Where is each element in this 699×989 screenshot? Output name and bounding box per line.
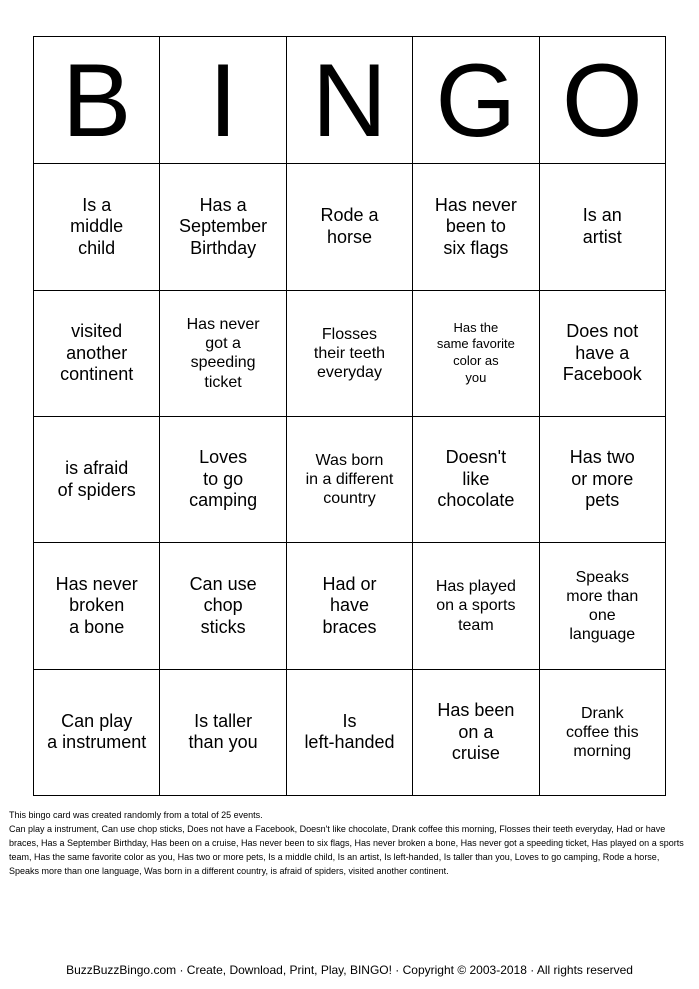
card-row — [34, 543, 666, 669]
header-letter-i: I — [160, 37, 286, 164]
bingo-cell — [160, 416, 286, 542]
bingo-cell — [413, 290, 539, 416]
cell-text: Has been on a cruise — [437, 699, 515, 764]
bingo-cell — [286, 543, 412, 669]
cell-text: Has never been to six flags — [434, 194, 517, 258]
cell-text: Drank coffee this morning — [565, 704, 639, 760]
cell-text: Can play a instrument — [47, 710, 147, 753]
bingo-cell — [413, 543, 539, 669]
cell-text: Has never broken a bone — [55, 573, 138, 637]
bingo-cell — [413, 416, 539, 542]
cell-text: Is a middle child — [70, 194, 124, 258]
header-letter-g: G — [413, 37, 539, 164]
card-row — [34, 164, 666, 290]
cell-text: Has never got a speeding ticket — [186, 315, 260, 391]
cell-text: Has played on a sports team — [435, 578, 516, 634]
cell-text: Has a September Birthday — [179, 194, 268, 258]
bingo-cell — [34, 543, 160, 669]
bingo-cell — [160, 669, 286, 795]
cell-text: visited another continent — [60, 320, 134, 385]
bingo-cell — [286, 416, 412, 542]
header-letter-b: B — [34, 37, 160, 164]
cell-text: Flosses their teeth everyday — [313, 325, 386, 381]
bingo-cell — [413, 669, 539, 795]
cell-text: Does not have a Facebook — [562, 320, 642, 385]
bingo-cell — [34, 290, 160, 416]
header-row — [34, 37, 666, 164]
bingo-cell — [539, 543, 665, 669]
cell-text: Has two or more pets — [569, 447, 635, 511]
bingo-cell — [286, 164, 412, 290]
footer-copyright: BuzzBuzzBingo.com · Create, Download, Print, Play, BINGO! · Copyright © 2003-2018 · All rights reserved — [66, 963, 633, 977]
bingo-cell — [286, 669, 412, 795]
bingo-cell — [34, 669, 160, 795]
cell-text: Loves to go camping — [189, 447, 258, 511]
bingo-card — [33, 36, 666, 796]
cell-text: Is an artist — [582, 205, 622, 247]
bingo-cell — [413, 164, 539, 290]
bingo-cell — [539, 290, 665, 416]
event-list-text: Can play a instrument, Can use chop sticks, Does not have a Facebook, Doesn't like chocolate, Drank coffee this morning, Flosses their teeth everyday, Had or have braces, Has a September Birthday, Has been on a cruise, Has never been to six flags, Has never broken a bone, Has never got a speeding ticket, Has played on a sports team, Has the same favorite color as you, Has two or more pets, Is a middle child, Is an artist, Is left-handed, Is taller than you, Loves to go camping, Rode a horse, Speaks more than one language, Was born in a different country, is afraid of spiders, visited another continent. — [9, 824, 684, 876]
header-letter-o: O — [539, 37, 665, 164]
card-row — [34, 290, 666, 416]
bingo-cell — [539, 416, 665, 542]
cell-text: Was born in a different country — [305, 451, 394, 508]
header-letter-n: N — [286, 37, 412, 164]
cell-text: Doesn't like chocolate — [437, 447, 515, 511]
bingo-cell — [286, 290, 412, 416]
cell-text: Has the same favorite color as you — [436, 319, 515, 386]
cell-text: Can use chop sticks — [189, 573, 257, 637]
bingo-cell — [539, 164, 665, 290]
event-count-text: This bingo card was created randomly from a total of 25 events. — [9, 810, 263, 820]
event-note — [9, 808, 691, 878]
card-row — [34, 416, 666, 542]
bingo-cell — [34, 164, 160, 290]
cell-text: is afraid of spiders — [57, 458, 136, 500]
bingo-cell — [160, 164, 286, 290]
card-row — [34, 669, 666, 795]
bingo-cell — [160, 543, 286, 669]
cell-text: Is left-handed — [304, 710, 395, 753]
cell-text: Speaks more than one language — [566, 568, 639, 644]
bingo-cell — [160, 290, 286, 416]
bingo-cell — [34, 416, 160, 542]
bingo-cell — [539, 669, 665, 795]
cell-text: Rode a horse — [320, 205, 379, 247]
cell-text: Is taller than you — [188, 710, 258, 753]
cell-text: Had or have braces — [322, 573, 377, 637]
